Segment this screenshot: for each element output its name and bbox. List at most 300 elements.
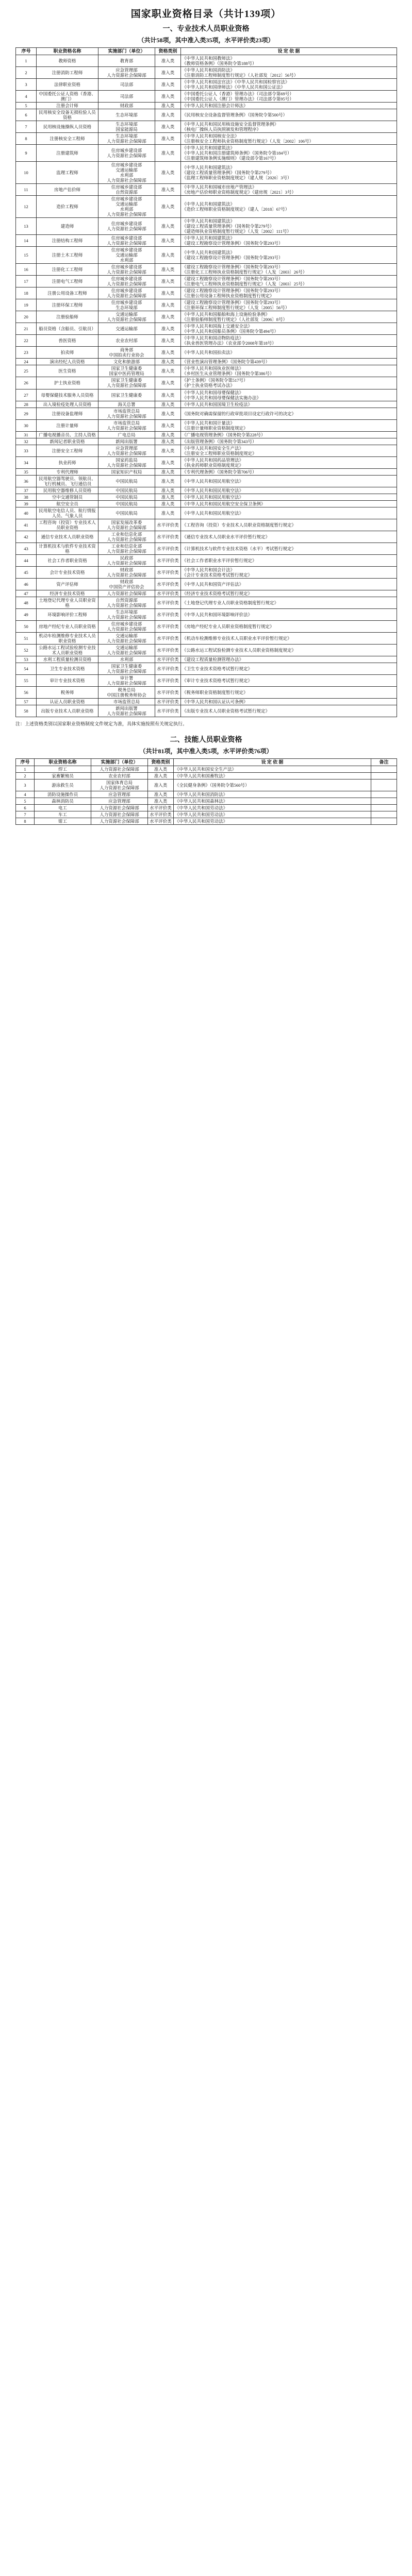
legal-basis-line: 《建设工程勘察设计管理条例》（国务院令第293号）: [182, 276, 283, 282]
row-number: 3: [16, 779, 35, 791]
table-row: [16, 359, 397, 365]
legal-basis-line: 《监理工程师职业资格制度规定》（建人规〔2020〕3号）: [182, 175, 292, 180]
table-row: [16, 311, 397, 323]
header-no: 序号: [16, 48, 37, 55]
implementing-dept: 交通运输部 人力资源社会保障部: [98, 311, 155, 323]
table-row: [16, 109, 397, 121]
row-number: 2: [16, 66, 37, 78]
remark: [371, 779, 397, 791]
legal-basis: [181, 566, 397, 578]
legal-basis-line: 《建造师执业资格制度暂行规定》（人发〔2002〕111号）: [182, 229, 291, 234]
qualification-name: 注册验船师: [37, 311, 98, 323]
table-row: [16, 656, 397, 663]
header-dept: 实施部门（单位）: [98, 48, 155, 55]
row-number: 8: [16, 132, 37, 144]
row-number: 50: [16, 621, 37, 633]
qualification-name: 土地登记代理专业人员职业资格: [37, 597, 98, 609]
legal-basis-line: 《中华人民共和国会计法》: [182, 567, 235, 572]
row-number: 43: [16, 543, 37, 554]
legal-basis-line: 《中华人民共和国注册建筑师条例》（国务院令第184号）: [182, 150, 292, 156]
legal-basis-line: 《经济专业技术资格考试暂行规定》: [182, 591, 253, 597]
qualification-name: 通信专业技术人员职业资格: [37, 531, 98, 543]
table-row: [16, 705, 397, 717]
legal-basis: [181, 468, 397, 475]
qualification-name: 广播电视播音员、主持人资格: [37, 431, 98, 438]
legal-basis: [181, 102, 397, 109]
legal-basis: [181, 161, 397, 183]
implementing-dept: 国家药监局 人力资源社会保障部: [98, 456, 155, 468]
table-row: [16, 475, 397, 487]
qualification-type: 准入类: [148, 772, 174, 779]
row-number: 21: [16, 323, 37, 335]
qualification-name: 法律职业资格: [37, 78, 98, 90]
qualification-name: 执业药师: [37, 456, 98, 468]
qualification-type: 准入类: [155, 218, 181, 235]
row-number: 41: [16, 519, 37, 531]
qualification-type: 水平评价类: [155, 645, 181, 656]
qualification-type: 准入类: [155, 66, 181, 78]
implementing-dept: 生态环境部: [98, 109, 155, 121]
implementing-dept: 工业和信息化部 人力资源社会保障部: [98, 531, 155, 543]
legal-basis-line: 《中华人民共和国劳动法》: [175, 819, 228, 824]
table-row: [16, 772, 397, 779]
legal-basis: [181, 645, 397, 656]
legal-basis: [181, 445, 397, 456]
row-number: 22: [16, 335, 37, 347]
legal-basis-line: 《建设工程质量检测管理办法》: [182, 657, 244, 663]
legal-basis-line: 《护士执业资格考试办法》: [182, 383, 235, 388]
table-row: [16, 323, 397, 335]
qualification-type: 水平评价类: [155, 633, 181, 645]
qualification-type: 准入类: [148, 779, 174, 791]
table-row: [16, 377, 397, 389]
legal-basis: [181, 323, 397, 335]
table-row: [16, 235, 397, 247]
implementing-dept: 住房城乡建设部 交通运输部 水利部 人力资源社会保障部: [98, 161, 155, 183]
legal-basis-line: 《出版专业技术人员职业资格考试暂行规定》: [182, 708, 270, 714]
legal-basis: [181, 675, 397, 687]
qualification-type: 准入类: [155, 264, 181, 276]
table-row: [16, 365, 397, 377]
legal-basis: [181, 656, 397, 663]
qualification-type: 准入类: [155, 235, 181, 247]
legal-basis-line: 《机动车检测维修专业技术人员职业水平评价暂行规定》: [182, 636, 292, 641]
header-type: 资格类别: [155, 48, 181, 55]
table-row: [16, 507, 397, 519]
legal-basis-line: 《全民健身条例》（国务院令第560号）: [175, 782, 250, 788]
qualification-type: 准入类: [155, 475, 181, 487]
qualification-name: 注册会计师: [37, 102, 98, 109]
legal-basis-line: 《中华人民共和国建筑法》: [182, 164, 235, 170]
legal-basis-line: 《中华人民共和国建筑法》: [182, 145, 235, 150]
implementing-dept: 交通运输部 人力资源社会保障部: [98, 645, 155, 656]
implementing-dept: 市场监管总局: [98, 699, 155, 705]
legal-basis-line: 《会计专业技术资格考试暂行规定》: [182, 572, 253, 578]
row-number: 58: [16, 705, 37, 717]
row-number: 29: [16, 408, 37, 419]
implementing-dept: 财政部 人力资源社会保障部: [98, 566, 155, 578]
qualification-type: 水平评价类: [155, 699, 181, 705]
implementing-dept: 中国民航局: [98, 500, 155, 507]
remark: [371, 818, 397, 825]
implementing-dept: 市场监管总局 人力资源社会保障部: [98, 408, 155, 419]
qualification-name: 民用航空器驾驶员、领航员、飞行机械员、飞行通信员: [37, 475, 98, 487]
table-row: [16, 597, 397, 609]
legal-basis: [181, 377, 397, 389]
qualification-type: 准入类: [155, 323, 181, 335]
legal-basis: [181, 438, 397, 445]
row-number: 6: [16, 805, 35, 811]
row-number: 5: [16, 798, 35, 805]
row-number: 35: [16, 468, 37, 475]
legal-basis-line: 《教师资格条例》（国务院令第188号）: [182, 60, 257, 66]
qualification-type: 准入类: [155, 144, 181, 161]
legal-basis: [181, 621, 397, 633]
qualification-type: 准入类: [155, 359, 181, 365]
legal-basis-line: 《中华人民共和国畜牧法》: [175, 773, 228, 778]
qualification-type: 准入类: [155, 102, 181, 109]
legal-basis-line: 《建设工程勘察设计管理条例》（国务院令第293号）: [182, 300, 283, 306]
qualification-type: 水平评价类: [155, 675, 181, 687]
legal-basis-line: 《中华人民共和国消防法》: [182, 67, 235, 73]
header2-type: 资格类别: [148, 759, 174, 766]
legal-basis: [181, 264, 397, 276]
legal-basis-line: 《中华人民共和国民用航空法》: [182, 478, 244, 484]
legal-basis-line: 《注册建筑师条例实施细则》（建设部令第167号）: [182, 155, 279, 161]
legal-basis-line: 《建设工程勘察设计管理条例》（国务院令第293号）: [182, 264, 283, 270]
qualification-name: 兽医资格: [37, 335, 98, 347]
implementing-dept: 生态环境部 人力资源社会保障部: [98, 609, 155, 621]
legal-basis-line: 《出版管理条例》（国务院令第343号）: [182, 438, 257, 444]
table-row: [16, 791, 397, 798]
qualification-name: 专利代理师: [37, 468, 98, 475]
row-number: 4: [16, 90, 37, 102]
legal-basis-line: 《执业兽医管理办法》（农业部令2008年第18号）: [182, 341, 276, 346]
legal-basis: [174, 791, 371, 798]
row-number: 12: [16, 195, 37, 217]
legal-basis: [181, 121, 397, 132]
implementing-dept: 应急管理部: [91, 791, 148, 798]
table-row: [16, 687, 397, 699]
qualification-name: 房地产经纪专业人员职业资格: [37, 621, 98, 633]
qualification-name: 演出经纪人员资格: [37, 359, 98, 365]
legal-basis: [181, 183, 397, 195]
header-name: 职业资格名称: [37, 48, 98, 55]
legal-basis: [181, 78, 397, 90]
implementing-dept: 广电总局: [98, 431, 155, 438]
section2-subtitle: （共计81项，其中准入类5项，水平评价类76项）: [139, 748, 273, 755]
qualification-name: 经济专业技术资格: [37, 590, 98, 597]
implementing-dept: 税务总局 中国注册税务师协会: [98, 687, 155, 699]
qualification-type: 水平评价类: [155, 597, 181, 609]
legal-basis: [181, 66, 397, 78]
legal-basis: [181, 247, 397, 264]
legal-basis: [181, 543, 397, 554]
row-number: 44: [16, 554, 37, 566]
qualification-name: 船员资格（含船员、引航员）: [37, 323, 98, 335]
implementing-dept: 文化和旅游部: [98, 359, 155, 365]
qualification-name: 消防设施操作员: [35, 791, 91, 798]
table-row: [16, 645, 397, 656]
legal-basis: [181, 699, 397, 705]
qualification-type: 准入类: [155, 456, 181, 468]
table-row: [16, 218, 397, 235]
table-row: [16, 264, 397, 276]
row-number: 42: [16, 531, 37, 543]
qualification-type: 准入类: [155, 401, 181, 408]
legal-basis-line: 《中华人民共和国注册会计师法》: [182, 103, 248, 108]
row-number: 5: [16, 102, 37, 109]
qualification-name: 车工: [35, 811, 91, 818]
legal-basis-line: 《注册安全工程师职业资格制度规定》: [182, 450, 257, 456]
legal-basis-line: 《审计专业技术资格考试暂行规定》: [182, 678, 253, 684]
implementing-dept: 中国民航局: [98, 487, 155, 494]
row-number: 30: [16, 419, 37, 431]
qualification-name: 公路水运工程试验检测专业技术人员职业资格: [37, 645, 98, 656]
qualification-type: 准入类: [155, 494, 181, 500]
legal-basis-line: 《注册计量师职业资格制度规定》: [182, 425, 248, 431]
qualification-name: 空中交通管制员: [37, 494, 98, 500]
legal-basis-line: 《中华人民共和国教师法》: [182, 55, 235, 61]
legal-basis-line: 《广播电视管理条例》（国务院令第228号）: [182, 432, 266, 437]
legal-basis: [181, 609, 397, 621]
row-number: 6: [16, 109, 37, 121]
legal-basis: [181, 347, 397, 359]
row-number: 40: [16, 507, 37, 519]
section1-note: 注：上述资格类别以国家职业资格制度文件规定为准，具体实施按照有关规定执行。: [15, 721, 188, 727]
row-number: 49: [16, 609, 37, 621]
qualification-name: 医生资格: [37, 365, 98, 377]
qualification-type: 准入类: [155, 445, 181, 456]
legal-basis: [181, 507, 397, 519]
row-number: 8: [16, 818, 35, 825]
legal-basis-line: 《中国委托公证人（香港）管理办法》（司法部令第69号）: [182, 91, 294, 96]
implementing-dept: 新闻出版署 人力资源社会保障部: [98, 705, 155, 717]
section2-body: [16, 766, 397, 824]
legal-basis-line: 《中华人民共和国建筑法》: [182, 218, 235, 224]
legal-basis-line: 《造价工程师职业资格制度规定》（建人〔2018〕67号）: [182, 207, 290, 212]
legal-basis-line: 《执业药师职业资格制度规定》: [182, 462, 244, 468]
implementing-dept: 海关总署: [98, 401, 155, 408]
qualification-name: 注册环保工程师: [37, 299, 98, 311]
legal-basis: [181, 487, 397, 494]
implementing-dept: 应急管理部 人力资源社会保障部: [98, 66, 155, 78]
legal-basis: [181, 531, 397, 543]
qualification-name: 民用航空器维修人员资格: [37, 487, 98, 494]
document-title: 国家职业资格目录（共计139项）: [130, 9, 282, 20]
table-row: [16, 699, 397, 705]
legal-basis-line: 《核电厂操纵人员执照颁发和管理程序》: [182, 126, 261, 132]
legal-basis: [174, 766, 371, 772]
table-row: [16, 195, 397, 217]
legal-basis-line: 《乡村医生从业管理条例》（国务院令第386号）: [182, 371, 274, 377]
qualification-type: 准入类: [155, 287, 181, 299]
legal-basis: [181, 475, 397, 487]
row-number: 53: [16, 656, 37, 663]
qualification-name: 护士执业资格: [37, 377, 98, 389]
legal-basis: [181, 276, 397, 287]
legal-basis-line: 《专利代理条例》（国务院令第706号）: [182, 469, 257, 474]
implementing-dept: 生态环境部 人力资源社会保障部: [98, 132, 155, 144]
legal-basis-line: 《注册环保工程师制度暂行规定》（人发〔2005〕56号）: [182, 305, 290, 311]
row-number: 37: [16, 487, 37, 494]
qualification-name: 森林消防员: [35, 798, 91, 805]
implementing-dept: 工业和信息化部 人力资源社会保障部: [98, 543, 155, 554]
qualification-type: 准入类: [155, 431, 181, 438]
implementing-dept: 财政部 中国资产评估协会: [98, 578, 155, 590]
implementing-dept: 住房城乡建设部 人力资源社会保障部: [98, 235, 155, 247]
legal-basis-line: 《通信专业技术人员职业水平评价暂行规定》: [182, 534, 270, 539]
row-number: 19: [16, 299, 37, 311]
legal-basis-line: 《国务院对确需保留的行政审批项目设定行政许可的决定》: [182, 411, 296, 416]
legal-basis: [174, 779, 371, 791]
implementing-dept: 住房城乡建设部 自然资源部: [98, 183, 155, 195]
row-number: 18: [16, 287, 37, 299]
table-row: [16, 78, 397, 90]
row-number: 2: [16, 772, 35, 779]
table-row: [16, 438, 397, 445]
qualification-type: 准入类: [148, 766, 174, 772]
legal-basis-line: 《建设工程勘察设计管理条例》（国务院令第293号）: [182, 288, 283, 294]
implementing-dept: 人力资源社会保障部: [91, 811, 148, 818]
qualification-type: 准入类: [155, 487, 181, 494]
qualification-name: 拍卖师: [37, 347, 98, 359]
legal-basis-line: 《中华人民共和国船舶和海上设施检验条例》: [182, 312, 270, 317]
implementing-dept: 中国民航局: [98, 507, 155, 519]
qualification-type: 准入类: [155, 247, 181, 264]
row-number: 9: [16, 144, 37, 161]
legal-basis-line: 《卫生专业技术资格考试暂行规定》: [182, 666, 253, 672]
legal-basis: [181, 90, 397, 102]
legal-basis-line: 《中华人民共和国拍卖法》: [182, 350, 235, 355]
header2-remark: 备注: [371, 759, 397, 766]
legal-basis-line: 《中华人民共和国安全生产法》: [182, 445, 244, 451]
table-row: [16, 456, 397, 468]
row-number: 31: [16, 431, 37, 438]
qualification-type: 准入类: [155, 335, 181, 347]
row-number: 46: [16, 578, 37, 590]
qualification-name: 注册设备监理师: [37, 408, 98, 419]
section1-title: 一、专业技术人员职业资格: [162, 25, 250, 33]
section2-table: [15, 758, 397, 825]
table-row: [16, 494, 397, 500]
legal-basis: [181, 335, 397, 347]
legal-basis-line: 《中华人民共和国法官法》《中华人民共和国检察官法》: [182, 79, 290, 84]
row-number: 27: [16, 389, 37, 401]
implementing-dept: 住房城乡建设部 人力资源社会保障部: [98, 218, 155, 235]
qualification-name: 建造师: [37, 218, 98, 235]
row-number: 1: [16, 766, 35, 772]
qualification-name: 审计专业技术资格: [37, 675, 98, 687]
qualification-name: 社会工作者职业资格: [37, 554, 98, 566]
table-row: [16, 487, 397, 494]
legal-basis-line: 《中华人民共和国民用航空法》: [182, 494, 244, 500]
qualification-type: 水平评价类: [155, 663, 181, 675]
qualification-name: 注册化工工程师: [37, 264, 98, 276]
table-row: [16, 347, 397, 359]
qualification-type: 准入类: [155, 438, 181, 445]
legal-basis-line: 《中华人民共和国城市房地产管理法》: [182, 184, 257, 190]
table-row: [16, 121, 397, 132]
implementing-dept: 住房城乡建设部 人力资源社会保障部: [98, 264, 155, 276]
row-number: 51: [16, 633, 37, 645]
legal-basis-line: 《注册消防工程师制度暂行规定》（人社部发〔2012〕56号）: [182, 72, 299, 78]
implementing-dept: 农业农村部: [98, 335, 155, 347]
legal-basis-line: 《注册公用设备工程师执业资格制度暂行规定》: [182, 293, 274, 299]
implementing-dept: 住房城乡建设部 交通运输部 水利部 人力资源社会保障部: [98, 195, 155, 217]
legal-basis: [181, 705, 397, 717]
table-row: [16, 389, 397, 401]
qualification-name: 资产评估师: [37, 578, 98, 590]
qualification-name: 注册计量师: [37, 419, 98, 431]
qualification-type: 水平评价类: [155, 543, 181, 554]
legal-basis: [181, 132, 397, 144]
implementing-dept: 生态环境部 国家能源局: [98, 121, 155, 132]
table-row: [16, 66, 397, 78]
row-number: 1: [16, 55, 37, 66]
qualification-type: 水平评价类: [155, 531, 181, 543]
legal-basis: [174, 818, 371, 825]
qualification-type: 准入类: [155, 183, 181, 195]
implementing-dept: 住房城乡建设部 生态环境部: [98, 299, 155, 311]
row-number: 14: [16, 235, 37, 247]
legal-basis: [181, 144, 397, 161]
legal-basis: [181, 687, 397, 699]
legal-basis-line: 《中华人民共和国民用航空安全保卫条例》: [182, 501, 266, 506]
table-row: [16, 531, 397, 543]
legal-basis: [181, 389, 397, 401]
legal-basis-line: 《中华人民共和国环境影响评价法》: [182, 612, 253, 618]
legal-basis: [181, 633, 397, 645]
row-number: 56: [16, 687, 37, 699]
qualification-name: 游泳救生员: [35, 779, 91, 791]
table-row: [16, 55, 397, 66]
row-number: 7: [16, 811, 35, 818]
qualification-type: 准入类: [155, 468, 181, 475]
qualification-type: 准入类: [155, 299, 181, 311]
remark: [371, 791, 397, 798]
qualification-type: 水平评价类: [155, 687, 181, 699]
qualification-type: 水平评价类: [155, 609, 181, 621]
header-basis: 设 定 依 据: [181, 48, 397, 55]
table-row: [16, 554, 397, 566]
qualification-name: 水利工程质量检测员资格: [37, 656, 98, 663]
document: [0, 0, 412, 831]
legal-basis: [181, 519, 397, 531]
qualification-name: 民用核设施操纵人员资格: [37, 121, 98, 132]
legal-basis-line: 《中华人民共和国建筑法》: [182, 250, 235, 256]
qualification-name: 教师资格: [37, 55, 98, 66]
table-row: [16, 519, 397, 531]
implementing-dept: 民政部 人力资源社会保障部: [98, 554, 155, 566]
qualification-type: 准入类: [155, 161, 181, 183]
row-number: 54: [16, 663, 37, 675]
row-number: 36: [16, 475, 37, 487]
table-row: [16, 247, 397, 264]
qualification-type: 准入类: [155, 377, 181, 389]
legal-basis: [181, 195, 397, 217]
table-row: [16, 276, 397, 287]
implementing-dept: 农业农村部: [91, 772, 148, 779]
implementing-dept: 国家卫生健康委 人力资源社会保障部: [98, 663, 155, 675]
implementing-dept: 人力资源社会保障部: [91, 805, 148, 811]
qualification-type: 水平评价类: [155, 566, 181, 578]
qualification-type: 准入类: [155, 311, 181, 323]
implementing-dept: 交通运输部 人力资源社会保障部: [98, 633, 155, 645]
implementing-dept: 自然资源部 人力资源社会保障部: [98, 597, 155, 609]
table-row: [16, 566, 397, 578]
row-number: 45: [16, 566, 37, 578]
